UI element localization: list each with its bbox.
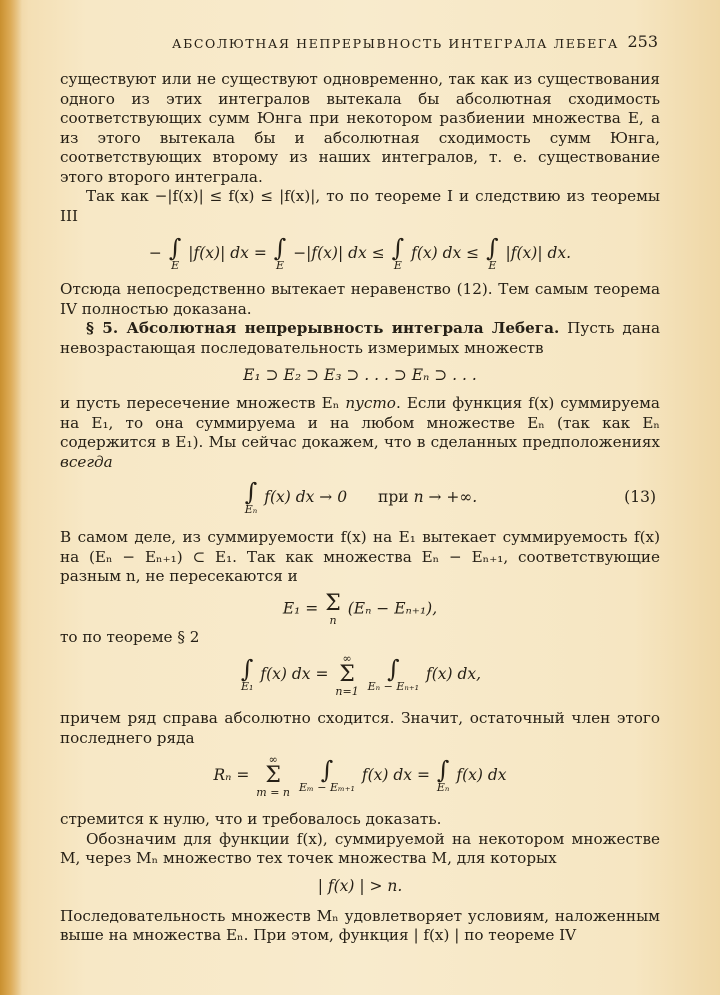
paragraph-4-a: и пусть пересечение множеств Eₙ — [60, 394, 346, 412]
paragraph-5: В самом деле, из суммируемости f(x) на E₁ вытекает суммируемость f(x) на (Eₙ − Eₙ₊₁) ⊂ E₁. Так как множества Eₙ − Eₙ₊₁, соответствующие разным n, не пересекаются и — [60, 528, 660, 585]
formula-13-expr: f(x) dx → 0 — [264, 488, 348, 506]
formula-13-cond: при — [378, 488, 409, 506]
paragraph-4-emph-empty: пусто — [345, 394, 396, 412]
paragraph-3: Отсюда непосредственно вытекает неравенство (12). Тем самым теорема IV полностью доказана. — [60, 280, 660, 318]
paragraph-4 — [60, 394, 660, 472]
running-title: АБСОЛЮТНАЯ НЕПРЕРЫВНОСТЬ ИНТЕГРАЛА ЛЕБЕГА — [172, 36, 619, 51]
page-number: 253 — [627, 32, 658, 51]
integral-domain: E — [171, 259, 180, 272]
equation-number: (13) — [624, 488, 656, 506]
integral-sign: ∫ E — [486, 234, 499, 272]
paragraph-8: стремится к нулю, что и требовалось доказать. — [60, 810, 442, 828]
formula-4-rhs: (Eₙ − Eₙ₊₁), — [347, 599, 438, 617]
formula-7: | f(x) | > n. — [317, 876, 403, 895]
sum-index: n — [329, 613, 337, 627]
integral-sign: ∫ Eₙ — [436, 756, 450, 794]
formula-1-term3: −|f(x)| dx ≤ — [293, 244, 390, 262]
formula-4 — [60, 590, 660, 627]
paragraph-4-c: . Если функция f(x) суммируема на E₁, то она суммируема и на любом множестве Eₙ (так как Eₙ содержится в E₁). Мы сейчас докажем, что в сделанных предположениях — [60, 394, 660, 451]
formula-6-rhs: f(x) dx — [456, 766, 507, 784]
formula-13-limit: n → +∞. — [413, 488, 478, 506]
formula-5 — [60, 653, 660, 697]
paragraph-2: Так как −|f(x)| ≤ f(x) ≤ |f(x)|, то по теореме I и следствию из теоремы III — [60, 187, 660, 225]
integral-domain: Eₘ − Eₘ₊₁ — [298, 781, 355, 794]
integral-sign: ∫ Eₙ — [244, 478, 258, 516]
integral-domain: Eₙ — [244, 503, 258, 516]
formula-5-rhs: f(x) dx, — [425, 665, 482, 683]
section-heading: § 5. Абсолютная непрерывность интеграла Лебега. — [86, 319, 560, 337]
page-spine-shadow — [0, 0, 22, 995]
formula-1-term5: |f(x)| dx. — [505, 244, 572, 262]
paragraph-1: существуют или не существуют одновременно, так как из существования одного из этих интегралов вытекала бы абсолютная сходимость соответствующих сумм Юнга при некотором разбиении множества E, а из этого вытекала бы и абсолютная сходимость сумм Юнга, соответствующих второму из наших интегралов, т. е. существование этого второго интеграла. — [60, 70, 660, 186]
sum-upper: ∞ — [268, 753, 278, 766]
formula-6-mid: f(x) dx = — [361, 766, 435, 784]
formula-6-lhs: Rₙ = — [213, 766, 255, 784]
sum-sign: ∞ Σ n=1 — [335, 652, 359, 698]
formula-4-lhs: E₁ = — [282, 599, 324, 617]
sum-upper: ∞ — [342, 652, 352, 665]
paragraph-4-emph-always: всегда — [60, 452, 113, 471]
sum-lower: n=1 — [335, 685, 359, 698]
integral-sign: ∫ Eₘ − Eₘ₊₁ — [298, 756, 355, 794]
integral-domain: E — [393, 259, 402, 272]
formula-13 — [60, 480, 660, 516]
formula-1-term4: f(x) dx ≤ — [411, 244, 485, 262]
sum-lower: m = n — [256, 786, 291, 799]
paragraph-6: то по теореме § 2 — [60, 627, 200, 646]
formula-2: E₁ ⊃ E₂ ⊃ E₃ ⊃ . . . ⊃ Eₙ ⊃ . . . — [243, 366, 477, 384]
section-text: Пусть дана невозрастающая последовательность измеримых множеств — [60, 319, 660, 357]
formula-6 — [60, 754, 660, 798]
integral-sign: ∫ E — [273, 234, 287, 272]
formula-1 — [60, 236, 660, 272]
paragraph-9: Обозначим для функции f(x), суммируемой на некотором множестве M, через Mₙ множество тех точек множества M, для которых — [60, 829, 660, 867]
integral-sign: ∫ E — [168, 234, 182, 272]
integral-sign: ∫ Eₙ − Eₙ₊₁ — [367, 655, 420, 693]
formula-5-lhs: f(x) dx = — [260, 665, 334, 683]
integral-domain: Eₙ − Eₙ₊₁ — [367, 680, 420, 693]
integral-domain: E — [275, 259, 284, 272]
formula-1-term2: |f(x)| dx = — [188, 244, 272, 262]
paragraph-7: причем ряд справа абсолютно сходится. Значит, остаточный член этого последнего ряда — [60, 709, 660, 747]
formula-1-term1: − — [148, 244, 167, 262]
sum-sign: Σ n — [325, 590, 341, 627]
integral-domain: Eₙ — [436, 781, 450, 794]
book-page — [60, 32, 660, 946]
integral-sign: ∫ E₁ — [240, 655, 254, 693]
sum-sign: ∞ Σ m = n — [256, 753, 291, 799]
running-header — [60, 32, 660, 56]
integral-domain: E — [488, 259, 497, 272]
integral-domain: E₁ — [240, 680, 254, 693]
integral-sign: ∫ E — [391, 234, 405, 272]
section-paragraph — [60, 319, 660, 358]
paragraph-10: Последовательность множеств Mₙ удовлетворяет условиям, наложенным выше на множества Eₙ. При этом, функция | f(x) | по теореме IV — [60, 906, 660, 944]
